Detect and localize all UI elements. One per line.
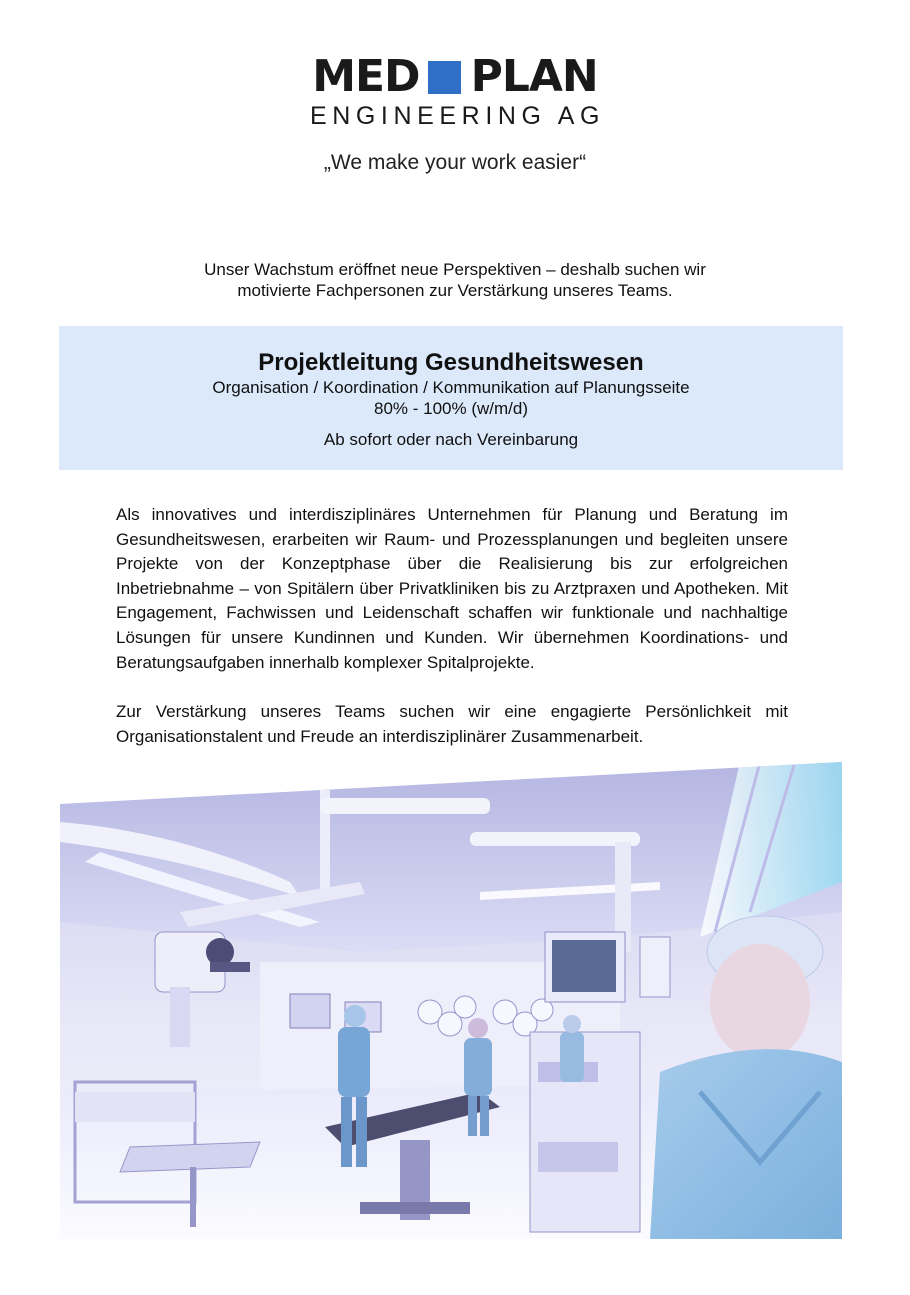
intro-text xyxy=(0,259,910,301)
company-logo xyxy=(0,51,910,130)
body-paragraph-2: Zur Verstärkung unseres Teams suchen wir eine engagierte Persönlichkeit mit Organisationstalent und Freude an interdisziplinärer Zusammenarbeit. xyxy=(116,702,788,746)
job-start-date: Ab sofort oder nach Vereinbarung xyxy=(323,430,579,449)
logo-word-plan: PLAN xyxy=(470,51,598,102)
logo-word-med: MED xyxy=(312,51,420,102)
intro-line-2: motivierte Fachpersonen zur Verstärkung unseres Teams. xyxy=(237,281,673,300)
intro-line-1: Unser Wachstum eröffnet neue Perspektiven – deshalb suchen wir xyxy=(204,260,706,279)
logo-subline: ENGINEERING AG xyxy=(309,102,606,130)
job-subtitle: Organisation / Koordination / Kommunikation auf Planungsseite xyxy=(212,378,690,397)
operating-room-photo xyxy=(60,762,842,1239)
logo-wordmark xyxy=(312,51,598,102)
job-workload: 80% - 100% (w/m/d) xyxy=(374,399,528,418)
job-highlight-box xyxy=(59,326,843,470)
job-title: Projektleitung Gesundheitswesen xyxy=(258,349,644,376)
body-paragraph-1: Als innovatives und interdisziplinäres Unternehmen für Planung und Beratung im Gesundheitswesen, erarbeiten wir Raum- und Prozessplanungen und begleiten unsere Projekte von der Konzeptphase über die Realisierung bis zur erfolgreichen Inbetriebnahme – von Spitälern über Privatkliniken bis zu Arztpraxen und Apotheken. Mit Engagement, Fachwissen und Leidenschaft schaffen wir funktionale und nachhaltige Lösungen für unsere Kundinnen und Kunden. Wir übernehmen Koordinations- und Beratungsaufgaben innerhalb komplexer Spitalprojekte. xyxy=(116,505,788,672)
slogan: „We make your work easier“ xyxy=(323,151,587,174)
logo-square-icon xyxy=(428,61,461,94)
